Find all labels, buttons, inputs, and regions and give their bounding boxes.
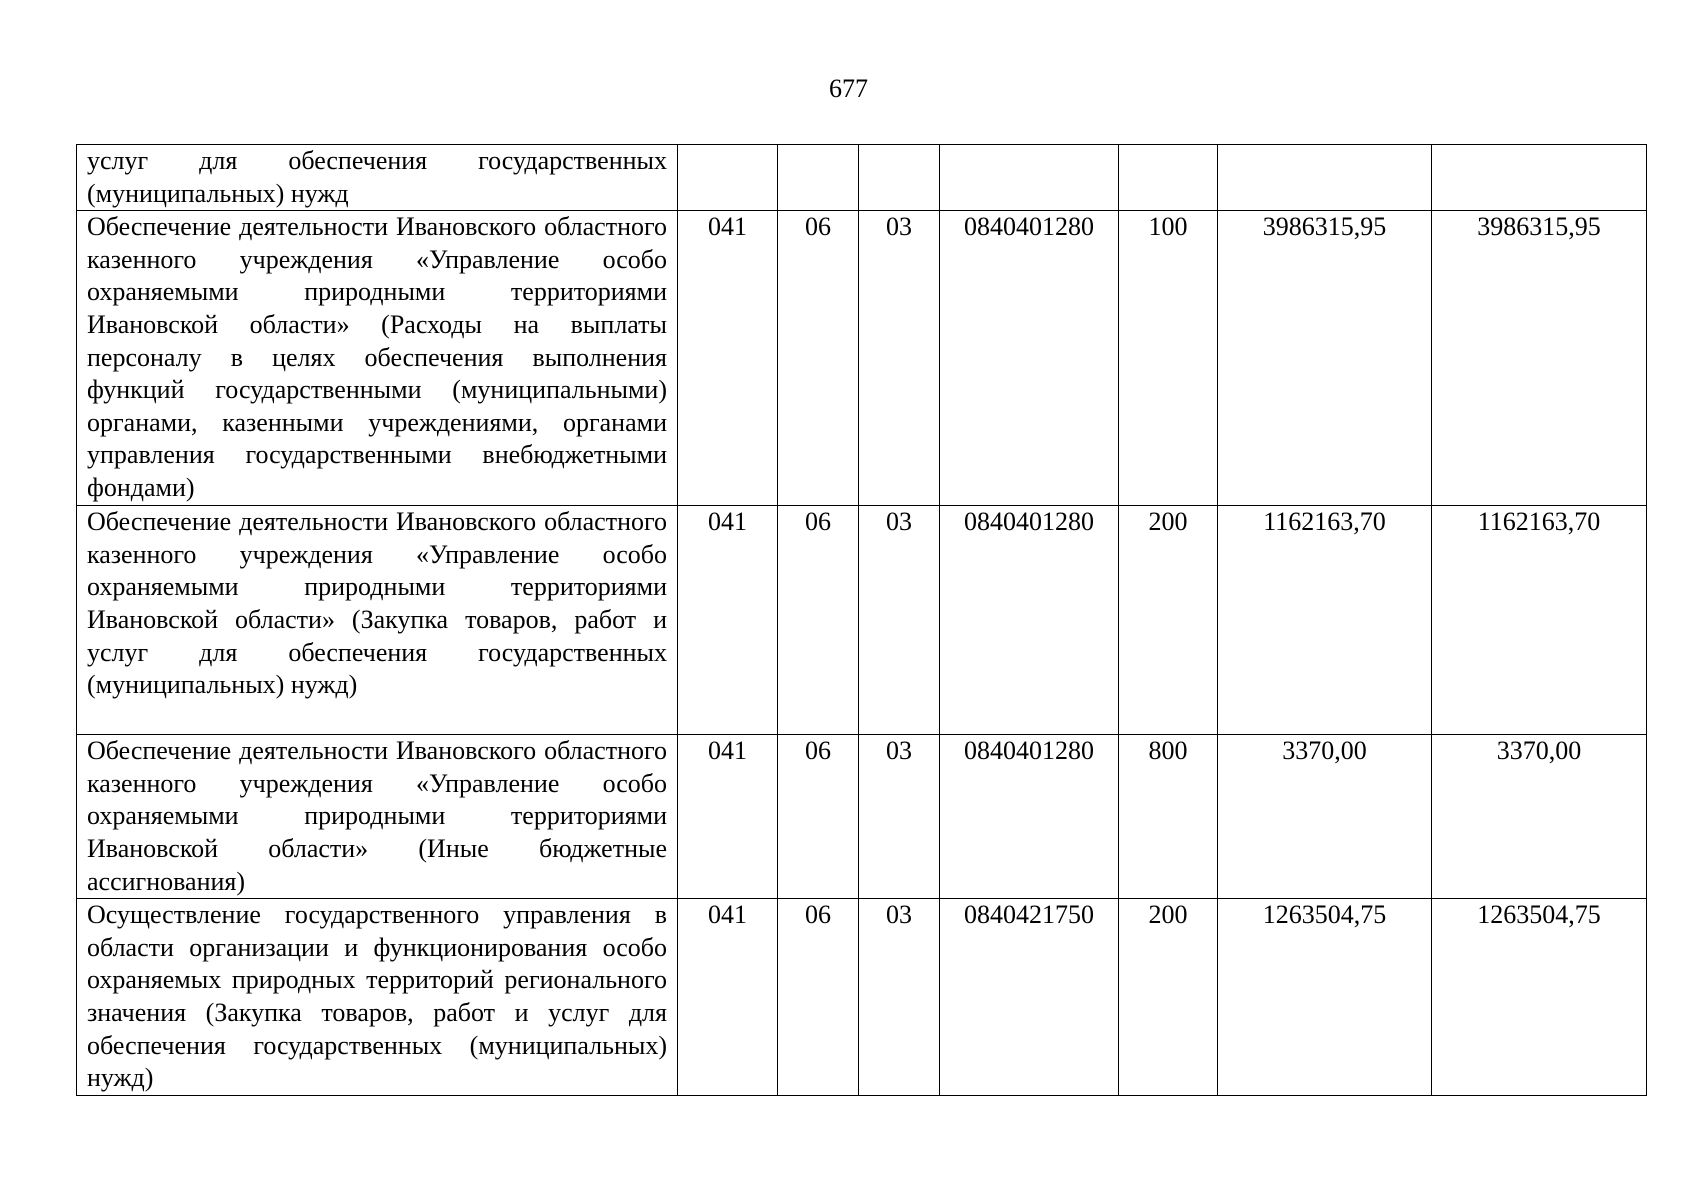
amount-2 [1432,145,1647,211]
amount-1: 1263504,75 [1218,899,1432,1096]
amount-2: 3986315,95 [1432,211,1647,506]
row-description: Обеспечение деятельности Ивановского областного казенного учреждения «Управление особо охраняемыми природными территориями Ивановской области» (Расходы на выплаты персоналу в целях обеспечения выполнения функций государственными (муниципальными) органами, казенными учреждениями, органами управления государственными внебюджетными фондами) [77,211,678,506]
expense-type-code: 200 [1119,506,1218,735]
target-article-code: 0840421750 [940,899,1119,1096]
page-number: 677 [829,74,868,103]
table-row [77,145,1647,211]
section-code: 06 [778,211,859,506]
subsection-code: 03 [859,899,940,1096]
row-description: Обеспечение деятельности Ивановского областного казенного учреждения «Управление особо охраняемыми природными территориями Ивановской области» (Иные бюджетные ассигнования) [77,735,678,899]
section-code: 06 [778,899,859,1096]
table-row [77,506,1647,735]
section-code [778,145,859,211]
expense-type-code: 800 [1119,735,1218,899]
table-row [77,211,1647,506]
subsection-code: 03 [859,735,940,899]
section-code: 06 [778,735,859,899]
row-description: услуг для обеспечения государственных (муниципальных) нужд [77,145,678,211]
target-article-code [940,145,1119,211]
ministry-code: 041 [678,899,778,1096]
row-description: Обеспечение деятельности Ивановского областного казенного учреждения «Управление особо охраняемыми природными территориями Ивановской области» (Закупка товаров, работ и услуг для обеспечения государственных (муниципальных) нужд) [77,506,678,735]
target-article-code: 0840401280 [940,211,1119,506]
amount-2: 1162163,70 [1432,506,1647,735]
table-row [77,899,1647,1096]
section-code: 06 [778,506,859,735]
ministry-code: 041 [678,211,778,506]
amount-1 [1218,145,1432,211]
ministry-code: 041 [678,506,778,735]
ministry-code: 041 [678,735,778,899]
amount-1: 3986315,95 [1218,211,1432,506]
amount-2: 3370,00 [1432,735,1647,899]
subsection-code: 03 [859,211,940,506]
table-row [77,735,1647,899]
expense-type-code: 200 [1119,899,1218,1096]
expense-type-code: 100 [1119,211,1218,506]
amount-1: 1162163,70 [1218,506,1432,735]
budget-table [76,144,1647,1096]
row-description: Осуществление государственного управления в области организации и функционирования особо охраняемых природных территорий регионального значения (Закупка товаров, работ и услуг для обеспечения государственных (муниципальных) нужд) [77,899,678,1096]
amount-2: 1263504,75 [1432,899,1647,1096]
subsection-code [859,145,940,211]
ministry-code [678,145,778,211]
expense-type-code [1119,145,1218,211]
target-article-code: 0840401280 [940,506,1119,735]
target-article-code: 0840401280 [940,735,1119,899]
subsection-code: 03 [859,506,940,735]
amount-1: 3370,00 [1218,735,1432,899]
